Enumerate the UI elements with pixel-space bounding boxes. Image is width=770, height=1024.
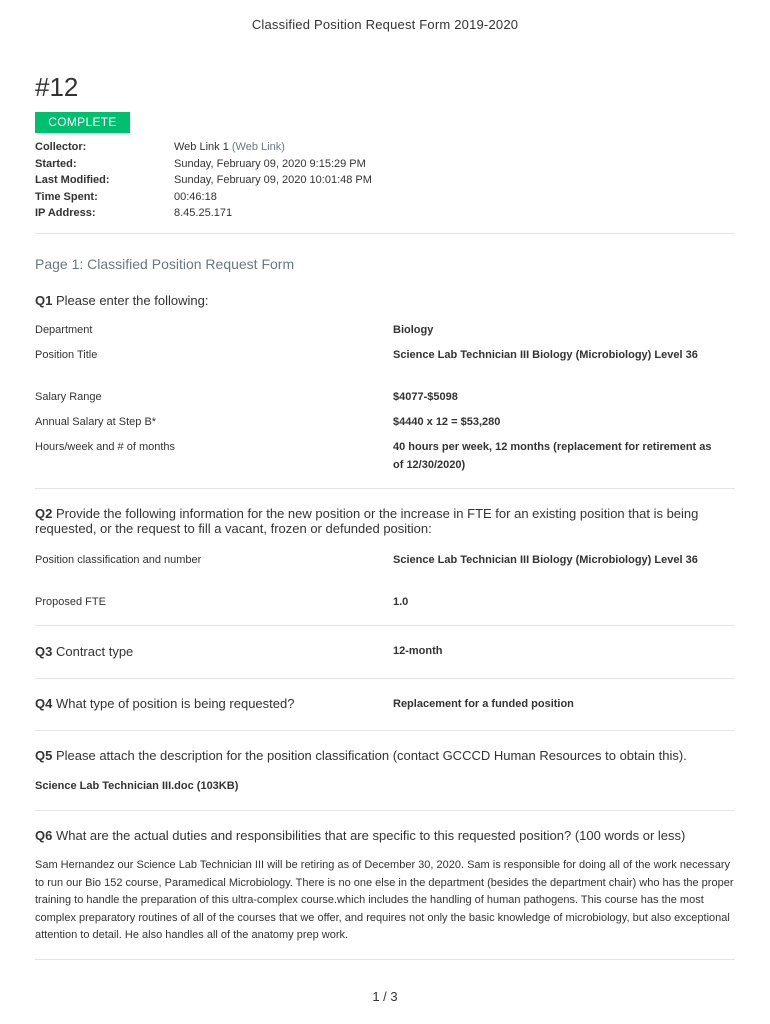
question-q6 xyxy=(35,828,735,843)
divider xyxy=(35,625,735,626)
divider xyxy=(35,488,735,489)
meta-row-collector xyxy=(35,139,372,156)
question-number: Q6 xyxy=(35,828,53,843)
question-q2 xyxy=(35,506,735,536)
answer-label: Proposed FTE xyxy=(35,596,106,608)
answer-value: 40 hours per week, 12 months (replacement for retirement as of 12/30/2020) xyxy=(393,441,712,471)
answer-label: Salary Range xyxy=(35,391,102,403)
meta-value: Sunday, February 09, 2020 10:01:48 PM xyxy=(174,174,372,186)
meta-label: Time Spent: xyxy=(35,190,98,203)
question-text: What are the actual duties and responsibilities that are specific to this requested position? (100 words or less) xyxy=(55,828,686,843)
attachment-file[interactable]: Science Lab Technician III.doc (103KB) xyxy=(35,780,239,792)
question-number: Q5 xyxy=(35,748,53,763)
collector-name: Web Link 1 xyxy=(174,141,229,153)
meta-value xyxy=(174,141,285,153)
answer-value: $4440 x 12 = $53,280 xyxy=(393,416,501,428)
meta-label: Collector: xyxy=(35,141,87,153)
collector-type: (Web Link) xyxy=(231,141,285,153)
meta-value: Sunday, February 09, 2020 9:15:29 PM xyxy=(174,157,366,170)
meta-label: IP Address: xyxy=(35,207,96,219)
meta-row-ip-address xyxy=(35,205,372,222)
question-q1 xyxy=(35,293,735,308)
answer-value: 12-month xyxy=(393,645,443,657)
answer-value: Biology xyxy=(393,324,434,336)
answer-label: Position Title xyxy=(35,349,98,361)
divider xyxy=(35,233,735,234)
page-title: Page 1: Classified Position Request Form xyxy=(35,256,295,272)
answer-value: 1.0 xyxy=(393,596,409,608)
answer-label: Department xyxy=(35,324,93,336)
answer-value: $4077-$5098 xyxy=(393,391,458,403)
document-header-title: Classified Position Request Form 2019-2020 xyxy=(251,17,519,32)
response-metadata xyxy=(35,139,372,222)
divider xyxy=(35,730,735,731)
question-number: Q4 xyxy=(35,696,53,711)
question-text: Please enter the following: xyxy=(55,293,209,308)
page-indicator: 1 / 3 xyxy=(372,989,398,1004)
question-text: Please attach the description for the position classification (contact GCCCD Human Resources to obtain this). xyxy=(55,748,687,763)
question-q4 xyxy=(35,696,735,711)
divider xyxy=(35,678,735,679)
question-number: Q2 xyxy=(35,506,53,521)
response-number: #12 xyxy=(35,72,79,102)
answer-label: Hours/week and # of months xyxy=(35,441,176,453)
answer-value: Science Lab Technician III Biology (Microbiology) Level 36 xyxy=(393,349,698,361)
answer-value: Replacement for a funded position xyxy=(393,698,574,710)
meta-row-started xyxy=(35,156,372,173)
meta-label: Last Modified: xyxy=(35,174,110,186)
answer-label: Position classification and number xyxy=(35,554,202,566)
meta-row-last-modified xyxy=(35,172,372,189)
question-text: Contract type xyxy=(55,644,134,659)
question-q5 xyxy=(35,748,735,763)
meta-label: Started: xyxy=(35,157,77,170)
divider xyxy=(35,959,735,960)
status-badge: COMPLETE xyxy=(35,112,130,133)
question-text: What type of position is being requested? xyxy=(55,696,295,711)
question-number: Q1 xyxy=(35,293,53,308)
answer-paragraph: Sam Hernandez our Science Lab Technician III will be retiring as of December 30, 2020. Sam is responsible for doing all of the work necessary to run our Bio 152 course, Paramedical Microbiology. There is no one else in the department (besides the department chair) who has the proper training to handle the preparation of this ultra-complex course.which includes the handling of human pathogens. This course has the most complex preparatory routines of all of the courses that we offer, and requires not only the basic knowledge of microbiology, but also exceptional attention to detail. He also handles all of the anatomy prep work. xyxy=(35,859,734,941)
divider xyxy=(35,810,735,811)
answer-value: Science Lab Technician III Biology (Microbiology) Level 36 xyxy=(393,554,698,566)
meta-row-time-spent xyxy=(35,189,372,206)
meta-value: 00:46:18 xyxy=(174,190,217,203)
question-number: Q3 xyxy=(35,644,53,659)
question-q3 xyxy=(35,644,735,659)
question-text: Provide the following information for the new position or the increase in FTE for an existing position that is being requested, or the request to fill a vacant, frozen or defunded position: xyxy=(35,506,699,536)
answer-label: Annual Salary at Step B* xyxy=(35,416,157,428)
meta-value: 8.45.25.171 xyxy=(174,207,233,219)
